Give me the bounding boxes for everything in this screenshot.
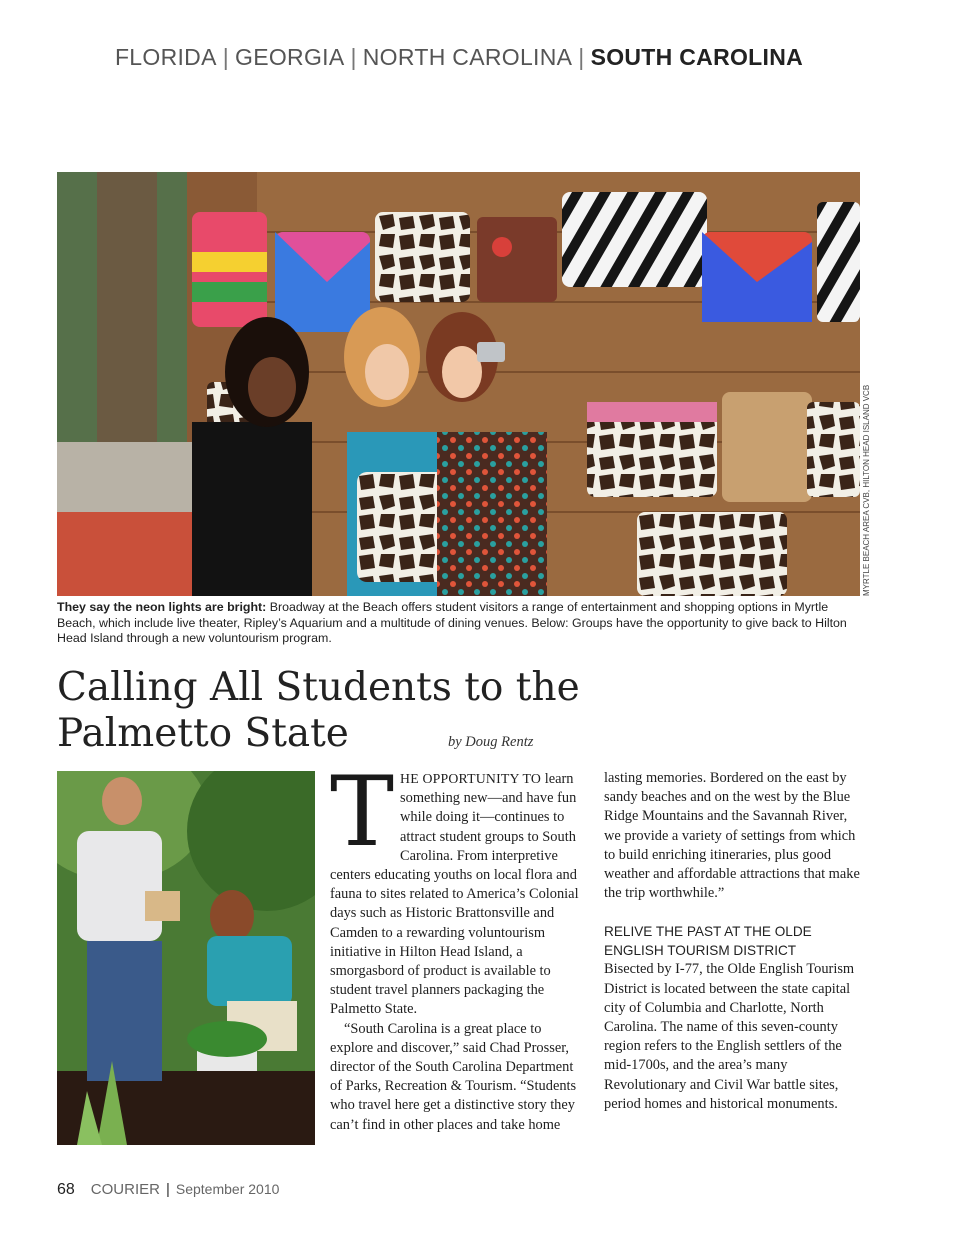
article-column-1 (330, 756, 588, 1135)
state-florida: FLORIDA (114, 44, 217, 70)
volunteer-photo-illustration (57, 771, 315, 1145)
page-number: 68 (57, 1181, 75, 1198)
caption-text: Broadway at the Beach offers student visitors a range of entertainment and shopping options in Myrtle Beach, which include live theater, Ripley’s Aquarium and a multitude of dining venues. Below: Groups have the opportunity to give back to Hilton Head Island through a new voluntourism program. (57, 600, 847, 645)
state-north-carolina: NORTH CAROLINA (362, 44, 573, 70)
section-subhead: RELIVE THE PAST AT THE OLDE ENGLISH TOURISM DISTRICT (604, 924, 812, 959)
state-header (0, 44, 918, 71)
state-georgia: GEORGIA (235, 44, 345, 70)
hero-photo-illustration (57, 172, 860, 596)
lead-caps: HE OPPORTUNITY TO (400, 771, 542, 786)
drop-cap: T (330, 756, 395, 868)
article-paragraph-2-continued: lasting memories. Bordered on the east by sandy beaches and on the west by the Blue Ridge Mountains and the Savannah River, we provide a variety of settings from which to build enriching itineraries, plus good weather and affordable attractions that make the trip worthwhile.” (604, 770, 860, 902)
photo-credit (862, 384, 872, 596)
volunteer-photo (57, 771, 315, 1145)
photo-credit-text: MYRTLE BEACH AREA CVB, HILTON HEAD ISLAND VCB (862, 384, 871, 596)
article-paragraph-3: Bisected by I-77, the Olde English Tourism District is located between the state capital city of Columbia and Charlotte, North Carolina. The name of this seven-county region refers to the English settlers of the mid-1700s, and the area’s many Revolutionary and Civil War battle sites, period homes and historical monuments. (604, 961, 855, 1112)
article-title: Calling All Students to the Palmetto State (57, 665, 580, 756)
article-byline: by Doug Rentz (448, 734, 534, 750)
state-separator: | (578, 44, 585, 70)
article-column-2 (604, 769, 862, 1114)
state-separator: | (222, 44, 230, 70)
hero-photo (57, 172, 860, 596)
article-paragraph-1 (330, 756, 588, 1020)
magazine-name: COURIER (90, 1181, 160, 1198)
photo-caption (57, 600, 862, 647)
caption-lead: They say the neon lights are bright: (57, 600, 267, 614)
page-footer (57, 1181, 279, 1199)
paragraph-1-text: learn something new—and have fun while doing it—continues to attract student groups to South Carolina. From interpretive centers educating youths on local flora and fauna to sites related to America’s Colonial days such as Historic Brattonsville and Camden to a rewarding voluntourism initiative in Hilton Head Island, a smorgasbord of product is available to student travel planners packaging the Palmetto State. (330, 771, 579, 1018)
issue-date: September 2010 (175, 1181, 280, 1197)
state-separator: | (350, 44, 357, 70)
footer-separator: | (165, 1181, 170, 1198)
article-paragraph-2: “South Carolina is a great place to explore and discover,” said Chad Prosser, director of the South Carolina Department of Parks, Recreation & Tourism. “Students who travel here get a distinctive story they can’t find in other places and take home (330, 1020, 577, 1133)
state-south-carolina: SOUTH CAROLINA (590, 44, 804, 70)
